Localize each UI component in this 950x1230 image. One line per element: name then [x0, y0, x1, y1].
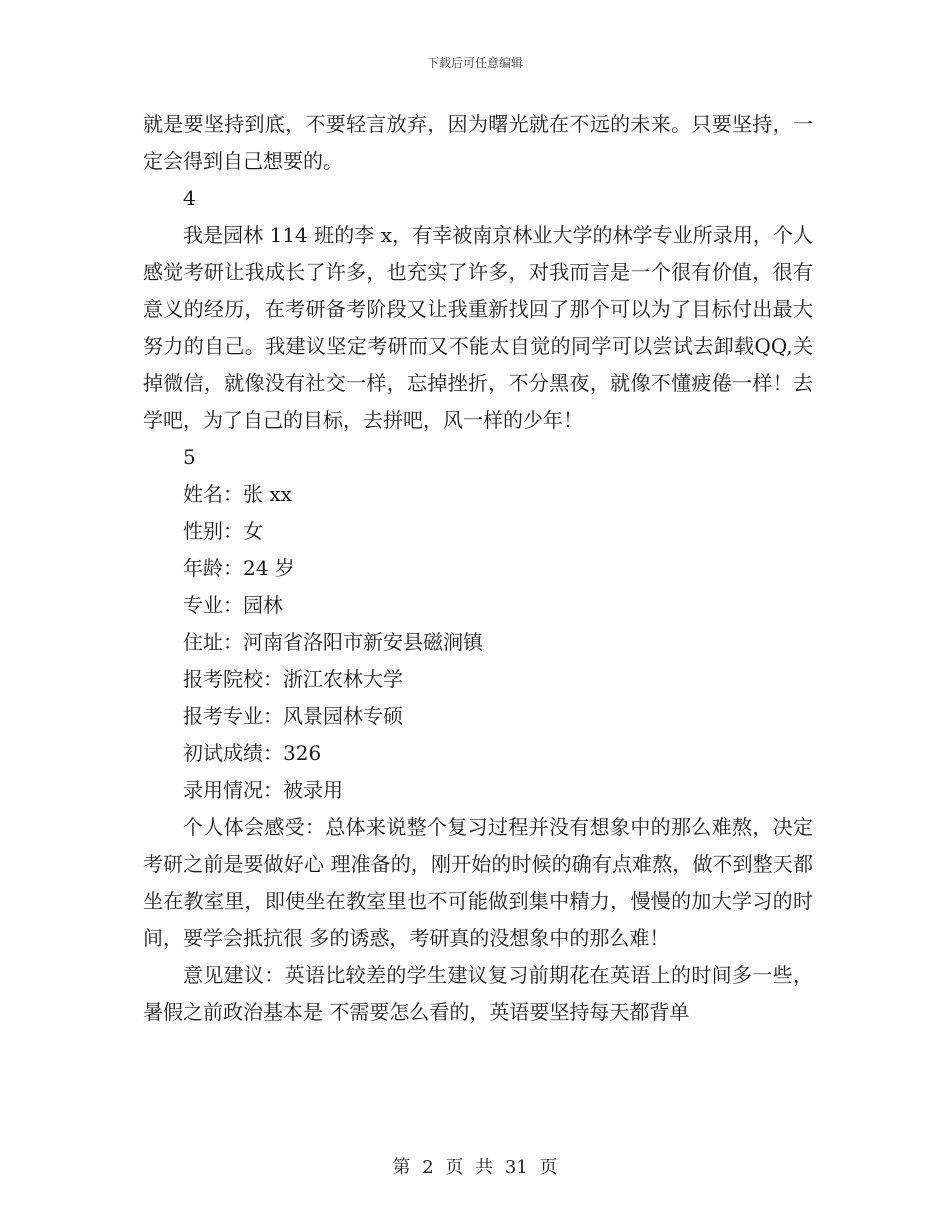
- info-age: 年龄：24 岁: [183, 556, 295, 580]
- paragraph-personal-experience: 个人体会感受：总体来说整个复习过程并没有想象中的那么难熬，决定考研之前是要做好心 理准备的，刚开始的时候的确有点难熬，做不到整天都坐在教室里，即使坐在教室里也不可能做到集中精力，慢慢的加大学习的时间，要学会抵抗很 多的诱惑，考研真的没想象中的那么难！: [143, 815, 813, 950]
- info-target-major: 报考专业：风景园林专硕: [183, 704, 403, 728]
- paragraph-testimonial-4: 我是园林 114 班的李 x，有幸被南京林业大学的林学专业所录用，个人感觉考研让我成长了许多，也充实了许多，对我而言是一个很有价值，很有意义的经历，在考研备考阶段又让我重新找回了那个可以为了目标付出最大努力的自己。我建议坚定考研而又不能太自觉的同学可以尝试去卸载QQ,关掉微信，就像没有社交一样，忘掉挫折，不分黑夜，就像不懂疲倦一样！去学吧，为了自己的目标，去拼吧，风一样的少年！: [143, 223, 813, 432]
- section-number-5: 5: [183, 445, 196, 469]
- page-header: 下载后可任意编辑: [426, 56, 523, 70]
- page-footer: 第 2 页 共 31 页: [392, 1157, 558, 1178]
- info-name: 姓名：张 xx: [183, 482, 292, 506]
- info-admission-status: 录用情况：被录用: [183, 778, 343, 802]
- paragraph-continuation: 就是要坚持到底，不要轻言放弃，因为曙光就在不远的未来。只要坚持，一定会得到自己想要的。: [143, 112, 813, 173]
- info-gender: 性别：女: [183, 519, 263, 543]
- info-target-school: 报考院校：浙江农林大学: [183, 667, 403, 691]
- info-major: 专业：园林: [183, 593, 283, 617]
- section-number-4: 4: [183, 186, 196, 210]
- info-address: 住址：河南省洛阳市新安县磁涧镇: [183, 630, 483, 654]
- document-body: [143, 106, 813, 1031]
- paragraph-suggestions: 意见建议：英语比较差的学生建议复习前期花在英语上的时间多一些，暑假之前政治基本是 不需要怎么看的，英语要坚持每天都背单: [143, 963, 813, 1024]
- info-exam-score: 初试成绩：326: [183, 741, 322, 765]
